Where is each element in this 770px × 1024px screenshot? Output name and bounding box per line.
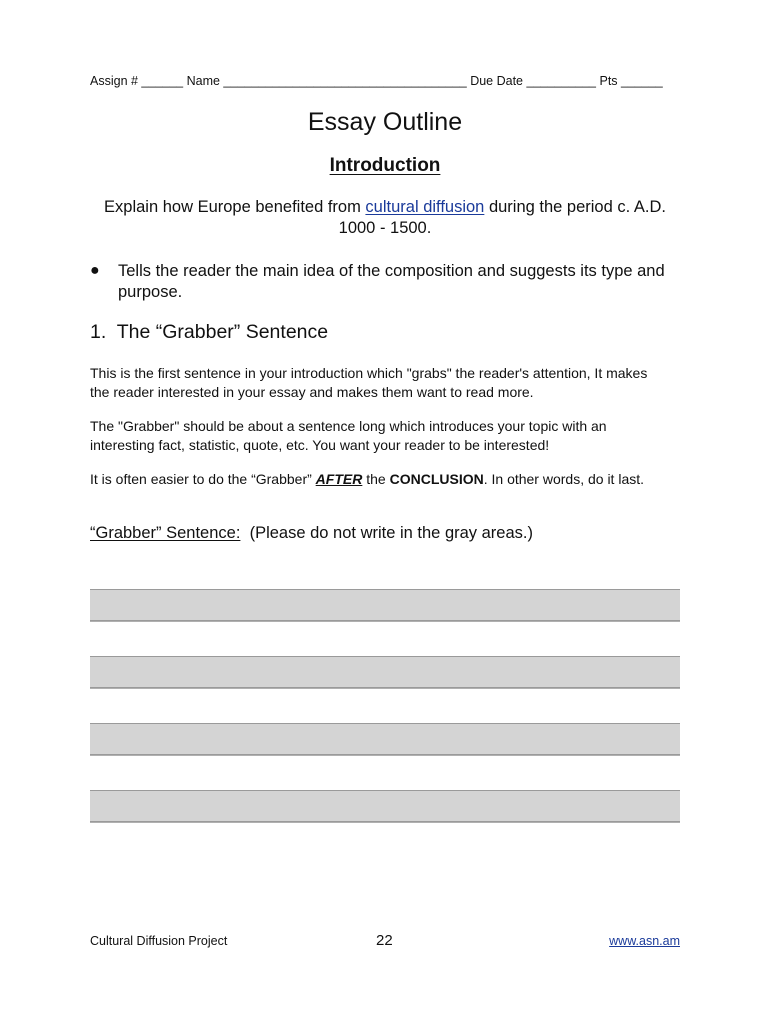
page-number: 22 [376,932,393,949]
grabber-paragraph-3 [90,470,670,489]
essay-prompt [95,197,675,239]
cultural-diffusion-link[interactable]: cultural diffusion [365,198,485,216]
footer-project-name: Cultural Diffusion Project [90,934,228,948]
gray-area-band [90,656,680,688]
prompt-text-end: during the period c. A.D. 1000 - 1500. [338,198,666,237]
bullet-icon: ● [90,262,100,279]
after-emphasis: AFTER [315,471,363,487]
bullet-point [90,261,680,303]
section-heading-introduction [0,155,770,177]
writing-line [90,621,680,622]
gray-area-band [90,589,680,621]
assignment-header-line: Assign # ______ Name ___________________________________ Due Date __________ Pts ______ [90,74,663,88]
conclusion-emphasis: CONCLUSION [389,471,484,487]
writing-line [90,755,680,756]
grabber-section-heading: 1. The “Grabber” Sentence [90,321,329,343]
section-heading-text: Introduction [329,155,441,176]
gray-area-band [90,723,680,755]
p3-text-start: It is often easier to do the “Grabber” [90,471,316,487]
prompt-text-start: Explain how Europe benefited from [104,198,366,216]
gray-area-note: (Please do not write in the gray areas.) [240,524,533,542]
writing-line [90,688,680,689]
p3-text-end: . In other words, do it last. [483,471,645,487]
writing-line [90,822,680,823]
page-title: Essay Outline [307,108,463,136]
grabber-sentence-label [90,524,533,543]
grabber-paragraph-1: This is the first sentence in your introduction which "grabs" the reader's attention, It makes the reader interested in your essay and makes them want to read more. [90,365,648,400]
bullet-text: Tells the reader the main idea of the composition and suggests its type and purpose. [118,262,665,301]
p3-text-mid: the [362,471,390,487]
gray-area-band [90,790,680,822]
grabber-paragraph-2: The "Grabber" should be about a sentence long which introduces your topic with an interesting fact, statistic, quote, etc. You want your reader to be interested! [90,418,607,453]
footer-website-link[interactable]: www.asn.am [609,934,680,948]
grabber-label-text: “Grabber” Sentence: [90,524,241,542]
